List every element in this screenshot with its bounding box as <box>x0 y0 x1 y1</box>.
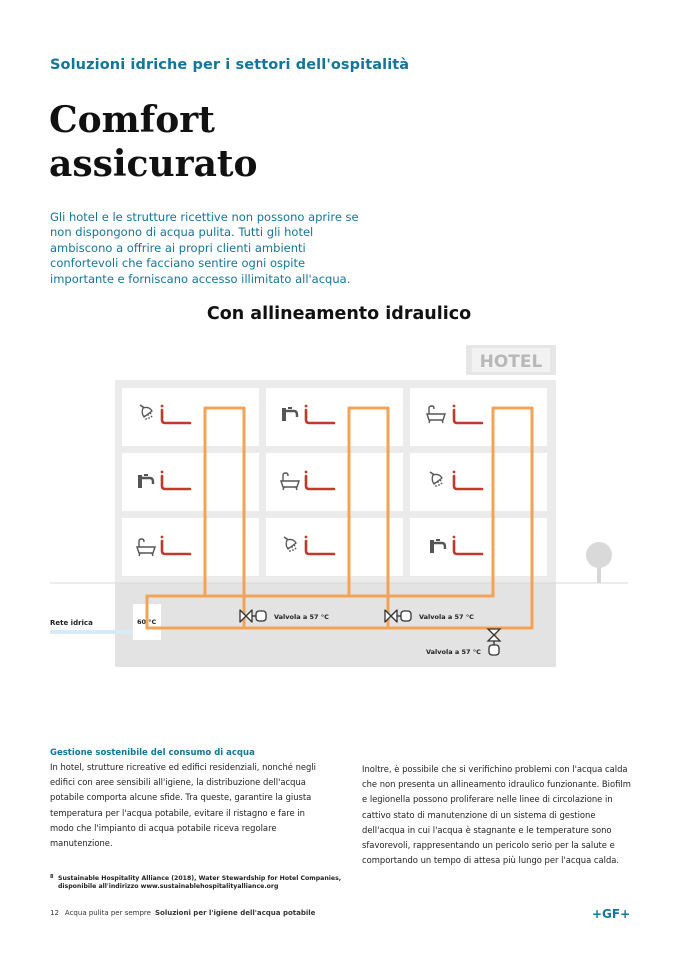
page-footer <box>50 909 315 917</box>
section-heading: Gestione sostenibile del consumo di acqua <box>50 748 255 758</box>
tree-icon <box>586 542 612 583</box>
doc-title: Acqua pulita per sempre <box>64 909 151 917</box>
boiler-temperature: 60 °C <box>137 618 157 626</box>
svg-text:Valvola a 57 °C: Valvola a 57 °C <box>274 613 329 621</box>
hotel-water-diagram <box>0 340 678 680</box>
body-column-left: In hotel, strutture ricreative ed edifici residenziali, nonché negli edifici con aree sensibili all'igiene, la distribuzione dell'acqua potabile comporta alcune sfide. Tra queste, garantire la giusta temperatura per l'acqua potabile, evitare il ristagno e fare in modo che l'impianto di acqua potabile riceva regolare manutenzione. <box>50 762 317 849</box>
footnote <box>50 875 350 891</box>
diagram-title: Con allineamento idraulico <box>206 304 472 324</box>
svg-text:Valvola a 57 °C: Valvola a 57 °C <box>419 613 474 621</box>
page-number: 12 <box>50 909 59 917</box>
svg-text:Valvola a 57 °C: Valvola a 57 °C <box>426 648 481 656</box>
room-grid <box>122 388 547 576</box>
gf-logo: +GF+ <box>592 907 631 921</box>
water-main-label: Rete idrica <box>50 619 93 627</box>
footnote-text: Sustainable Hospitality Alliance (2018), Water Stewardship for Hotel Companies, disponibile all'indirizzo www.sustainablehospitalityalliance.org <box>58 875 342 890</box>
footnote-number: 8 <box>50 874 54 880</box>
body-column-right: Inoltre, è possibile che si verifichino problemi con l'acqua calda che non presenta un allineamento idraulico funzionante. Biofilm e legionella possono proliferare nelle linee di circolazione in cattivo stato di manutenzione di un sistema di gestione dell'acqua in cui l'acqua è stagnante e le temperature sono sfavorevoli, rappresentando un pericolo serio per la salute e comportando un tempo di attesa più lungo per l'acqua calda. <box>362 764 631 866</box>
footer-section-title: Soluzioni per l'igiene dell'acqua potabile <box>154 909 316 917</box>
hotel-sign <box>466 345 556 375</box>
page-kicker: Soluzioni idriche per i settori dell'ospitalità <box>50 57 410 73</box>
page-title: Comfort assicurato <box>49 99 258 185</box>
intro-paragraph: Gli hotel e le strutture ricettive non possono aprire se non dispongono di acqua pulita. Tutti gli hotel ambiscono a offrire ai propri clienti ambienti confortevoli che facciano sentire ogni ospite importante e forniscano accesso illimitato all'acqua. <box>50 210 359 286</box>
svg-text:HOTEL: HOTEL <box>479 352 543 372</box>
